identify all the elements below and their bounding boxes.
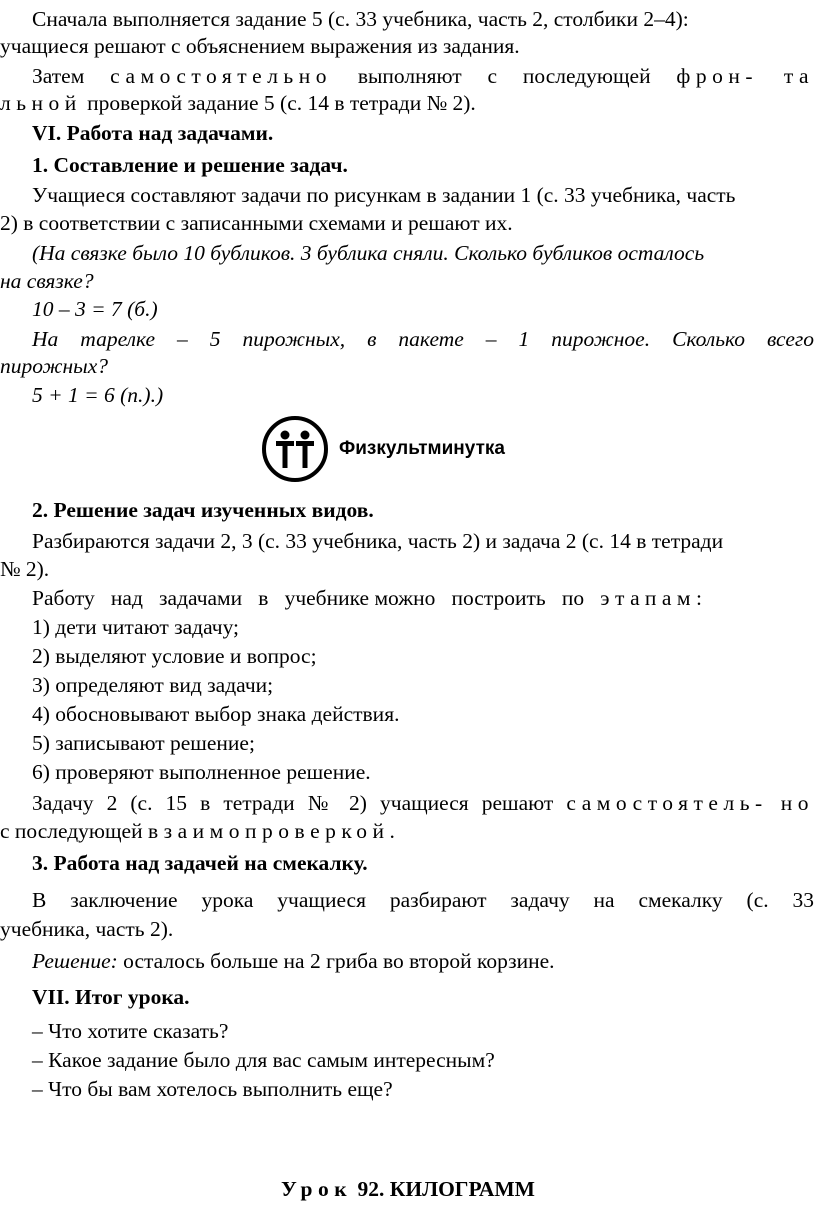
list-item: 3) определяют вид задачи; — [32, 673, 274, 697]
two-figures-icon — [274, 430, 316, 470]
spaced-word: фрон- — [676, 64, 759, 88]
spaced-word: самостоятельно — [110, 64, 332, 88]
spaced-word: та — [783, 64, 815, 88]
subsection-heading: 2. Решение задач изученных видов. — [32, 498, 374, 522]
text-line — [32, 585, 814, 611]
spaced-word: этапам — [600, 586, 697, 610]
subsection-heading: 3. Работа над задачей на смекалку. — [32, 851, 368, 875]
text: Задачу 2 (с. 15 в тетради № 2) учащиеся решают — [32, 791, 554, 815]
exercise-break-label: Физкультминутка — [339, 438, 505, 459]
example-line: На тарелке – 5 пирожных, в пакете – 1 пирожное. Сколько всего — [32, 327, 814, 351]
word: в — [258, 586, 269, 610]
exercise-break-icon — [262, 416, 328, 482]
text-line — [0, 818, 814, 844]
word: выполняют — [357, 64, 462, 88]
word: задачами — [159, 586, 243, 610]
section-heading: VII. Итог урока. — [32, 985, 190, 1009]
text-line: учащиеся решают с объяснением выражения из задания. — [0, 34, 520, 58]
text: . — [389, 819, 395, 843]
text-line: Разбираются задачи 2, 3 (с. 33 учебника, часть 2) и задача 2 (с. 14 в тетради — [32, 529, 724, 553]
text-line: учебника, часть 2). — [0, 917, 174, 941]
word: над — [110, 586, 143, 610]
section-heading: VI. Работа над задачами. — [32, 121, 274, 145]
solution-label: Решение: — [32, 949, 118, 973]
subsection-heading: 1. Составление и решение задач. — [32, 153, 348, 177]
text: проверкой задание 5 (с. 14 в тетради № 2). — [81, 91, 476, 115]
text-line: № 2). — [0, 557, 50, 581]
list-item: 6) проверяют выполненное решение. — [32, 760, 371, 784]
text: осталось больше на 2 гриба во второй корзине. — [117, 949, 555, 973]
example-line: 5 + 1 = 6 (п.).) — [32, 383, 164, 407]
text: 92. КИЛОГРАММ — [352, 1177, 535, 1201]
word: : — [696, 586, 703, 610]
example-line: пирожных? — [0, 354, 108, 378]
list-item: – Что хотите сказать? — [32, 1019, 229, 1043]
text-line — [32, 63, 814, 89]
list-item: – Какое задание было для вас самым интересным? — [32, 1048, 495, 1072]
text-line: 2) в соответствии с записанными схемами и решают их. — [0, 211, 513, 235]
text-line — [32, 790, 814, 816]
spaced-word: самостоятель- — [566, 791, 768, 815]
word: по — [561, 586, 585, 610]
list-item: – Что бы вам хотелось выполнить еще? — [32, 1077, 393, 1101]
spaced-word: но — [780, 791, 815, 815]
lesson-title — [0, 1176, 816, 1202]
word: с — [487, 64, 498, 88]
word: Затем — [32, 64, 85, 88]
word: построить — [451, 586, 546, 610]
example-line: (На связке было 10 бубликов. 3 бублика сняли. Сколько бубликов осталось — [32, 241, 705, 265]
text-line: В заключение урока учащиеся разбирают задачу на смекалку (с. 33 — [32, 888, 814, 912]
spaced-word: взаимопроверкой — [147, 819, 390, 843]
example-line: 10 – 3 = 7 (б.) — [32, 297, 158, 321]
text-line — [0, 90, 814, 116]
text-line: Учащиеся составляют задачи по рисункам в задании 1 (с. 33 учебника, часть — [32, 183, 736, 207]
example-line: на связке? — [0, 269, 94, 293]
word: учебнике — [284, 586, 370, 610]
list-item: 4) обосновывают выбор знака действия. — [32, 702, 400, 726]
text: с последующей — [0, 819, 148, 843]
text-line: Сначала выполняется задание 5 (с. 33 учебника, часть 2, столбики 2–4): — [32, 7, 689, 31]
list-item: 5) записывают решение; — [32, 731, 255, 755]
word: Работу — [32, 586, 95, 610]
word: можно — [374, 586, 436, 610]
list-item: 1) дети читают задачу; — [32, 615, 240, 639]
spaced-word: Урок — [281, 1177, 353, 1201]
list-item: 2) выделяют условие и вопрос; — [32, 644, 317, 668]
spaced-word: льной — [0, 91, 82, 115]
text-line — [32, 948, 814, 974]
word: последующей — [522, 64, 651, 88]
